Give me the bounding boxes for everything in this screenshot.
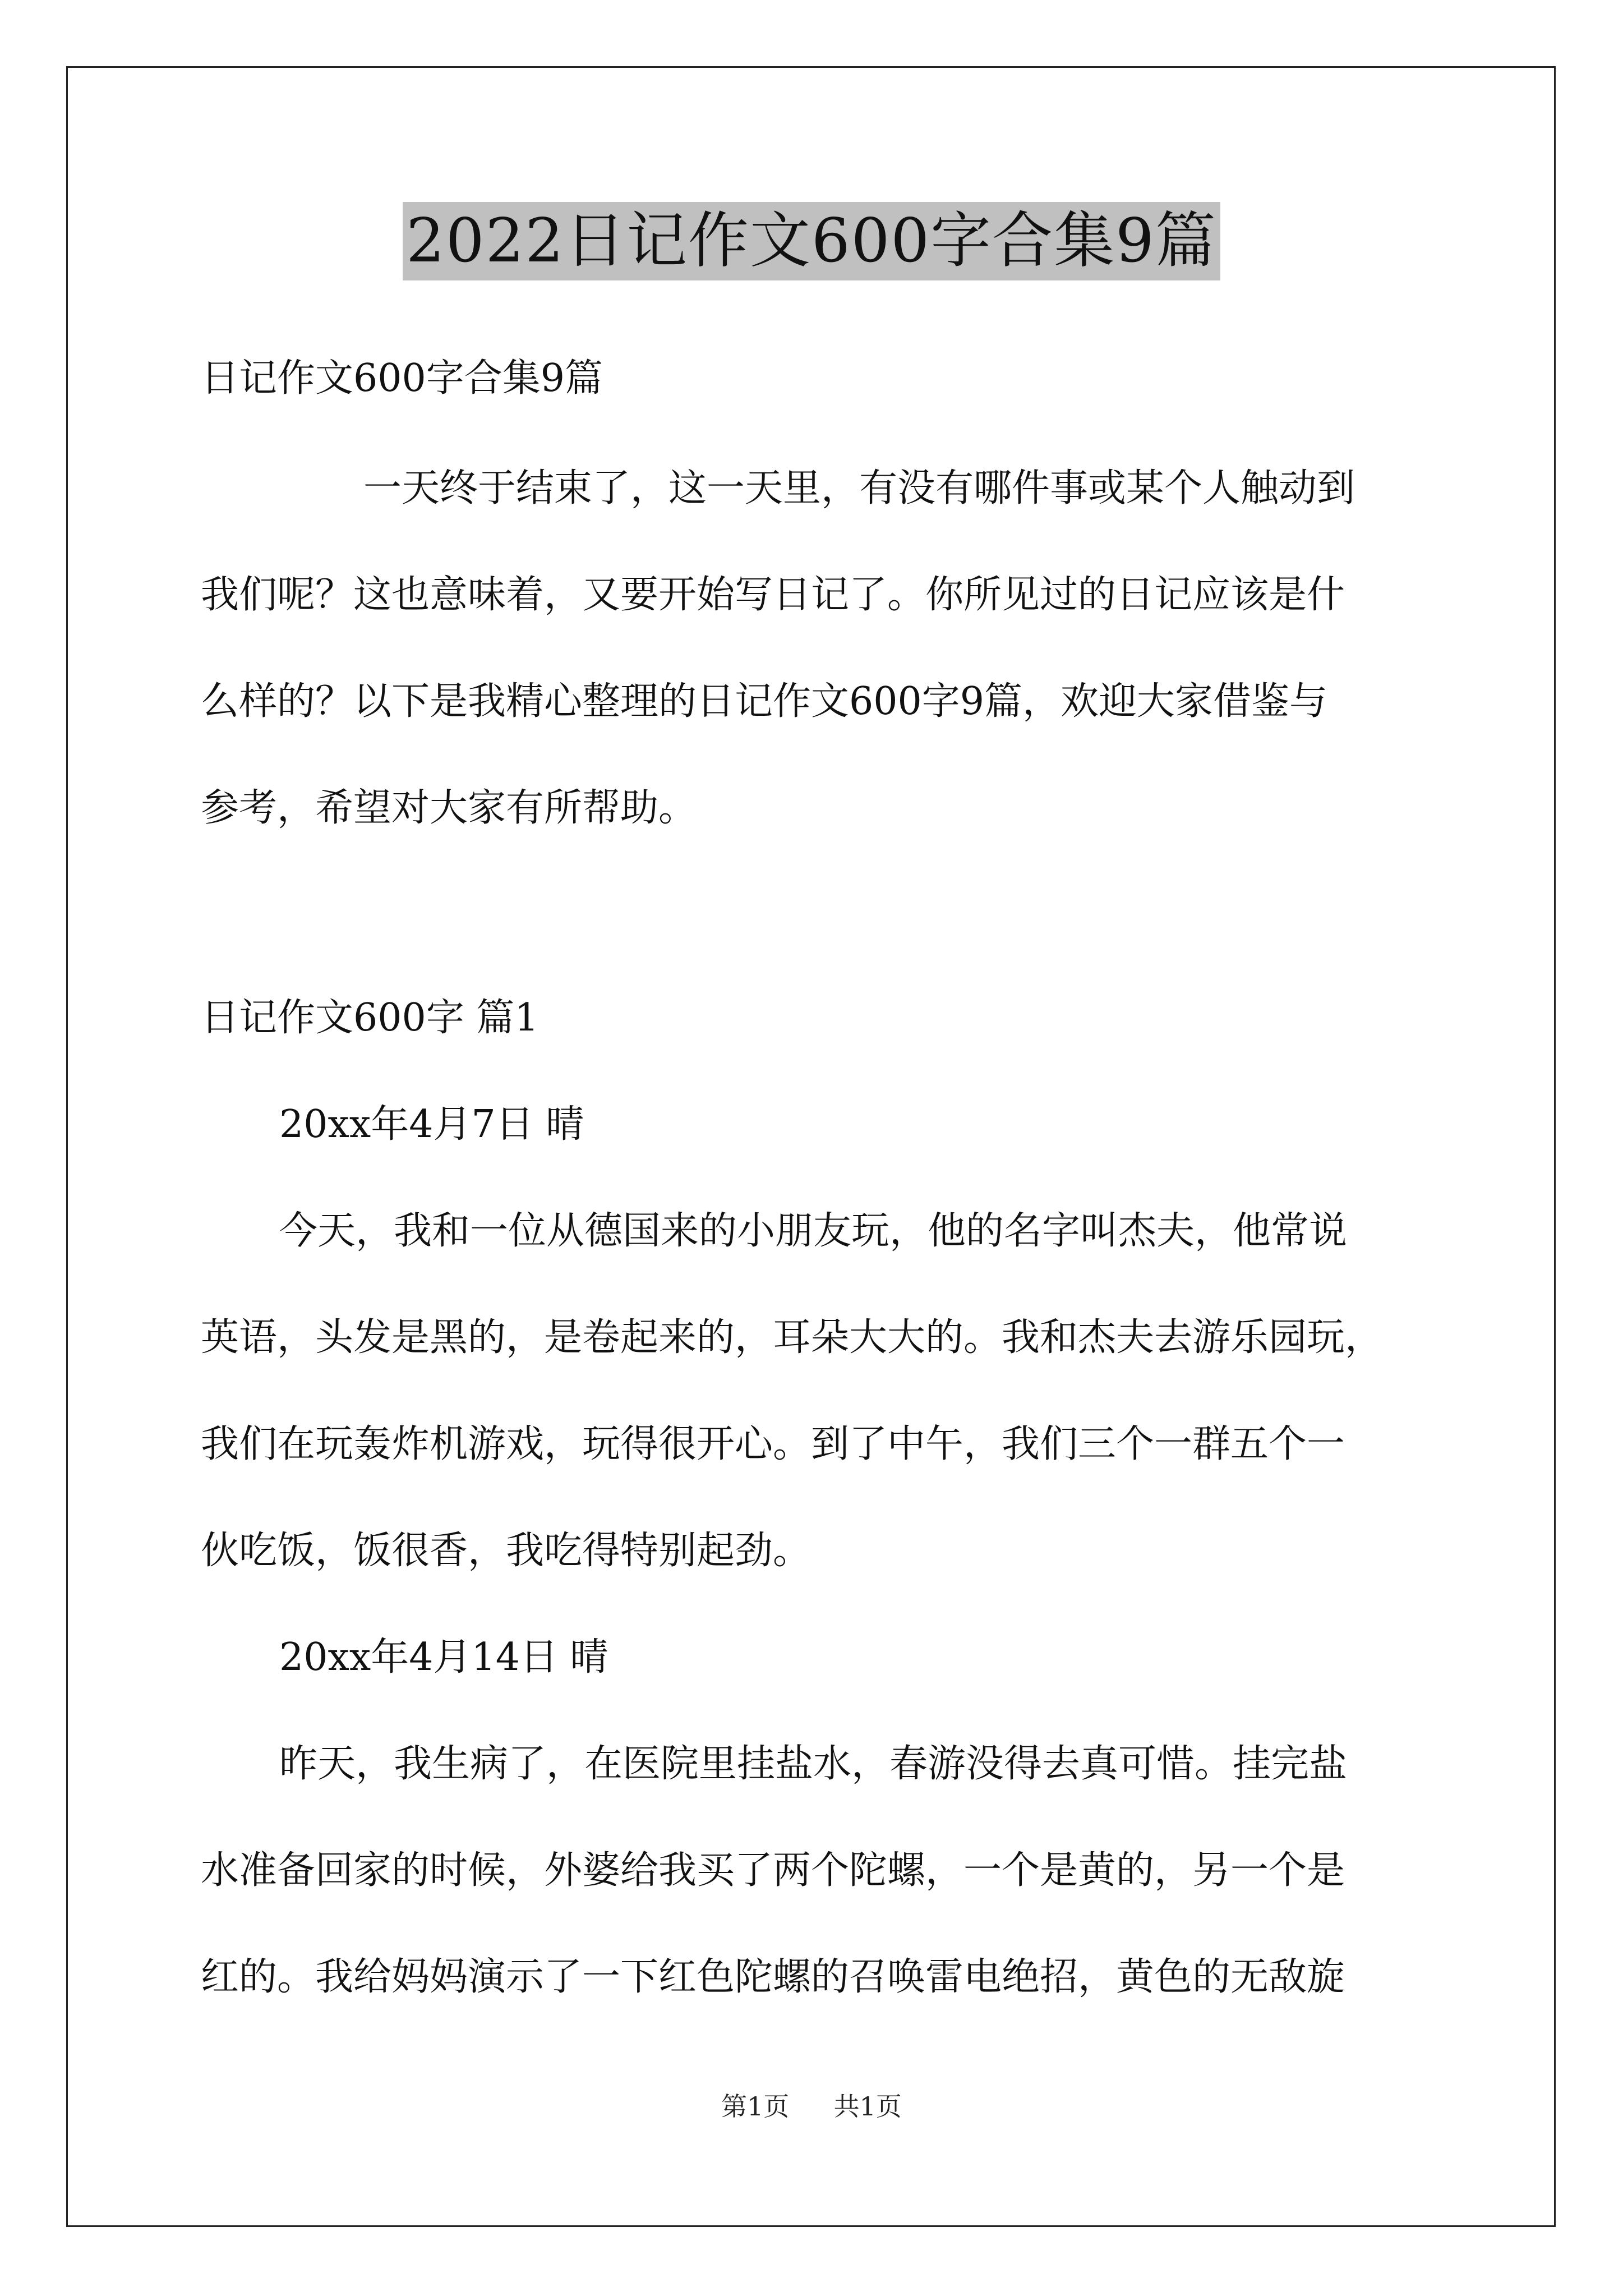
page-total: 共1页 bbox=[833, 2091, 902, 2122]
intro-line: 么样的？以下是我精心整理的日记作文600字9篇，欢迎大家借鉴与 bbox=[201, 679, 1328, 724]
entry-date: 20xx年4月7日 晴 bbox=[279, 1102, 584, 1147]
entry-line: 英语，头发是黑的，是卷起来的，耳朵大大的。我和杰夫去游乐园玩， bbox=[201, 1315, 1384, 1360]
entry-line: 水准备回家的时候，外婆给我买了两个陀螺，一个是黄的，另一个是 bbox=[201, 1848, 1345, 1893]
subtitle-text: 日记作文600字合集9篇 bbox=[201, 356, 603, 401]
intro-line: 参考，希望对大家有所帮助。 bbox=[201, 786, 697, 830]
title-container bbox=[0, 202, 1623, 280]
intro-paragraph bbox=[201, 435, 1435, 862]
intro-line: 一天终于结束了，这一天里，有没有哪件事或某个人触动到 bbox=[363, 466, 1355, 510]
page-number: 第1页 bbox=[721, 2091, 790, 2122]
intro-line: 我们呢？这也意味着，又要开始写日记了。你所见过的日记应该是什 bbox=[201, 573, 1345, 617]
section-1 bbox=[201, 965, 1435, 2031]
entry-line: 昨天，我生病了，在医院里挂盐水，春游没得去真可惜。挂完盐 bbox=[279, 1742, 1348, 1786]
page-footer bbox=[0, 2090, 1623, 2123]
entry-date: 20xx年4月14日 晴 bbox=[279, 1635, 608, 1680]
entry-line: 伙吃饭，饭很香，我吃得特别起劲。 bbox=[201, 1529, 811, 1573]
entry-line: 我们在玩轰炸机游戏，玩得很开心。到了中午，我们三个一群五个一 bbox=[201, 1422, 1345, 1466]
section-heading: 日记作文600字 篇1 bbox=[201, 996, 539, 1040]
document-title: 2022日记作文600字合集9篇 bbox=[403, 202, 1220, 280]
entry-line: 今天，我和一位从德国来的小朋友玩，他的名字叫杰夫，他常说 bbox=[279, 1209, 1348, 1253]
entry-line: 红的。我给妈妈演示了一下红色陀螺的召唤雷电绝招，黄色的无敌旋 bbox=[201, 1955, 1345, 1999]
document-subtitle bbox=[201, 325, 1435, 432]
